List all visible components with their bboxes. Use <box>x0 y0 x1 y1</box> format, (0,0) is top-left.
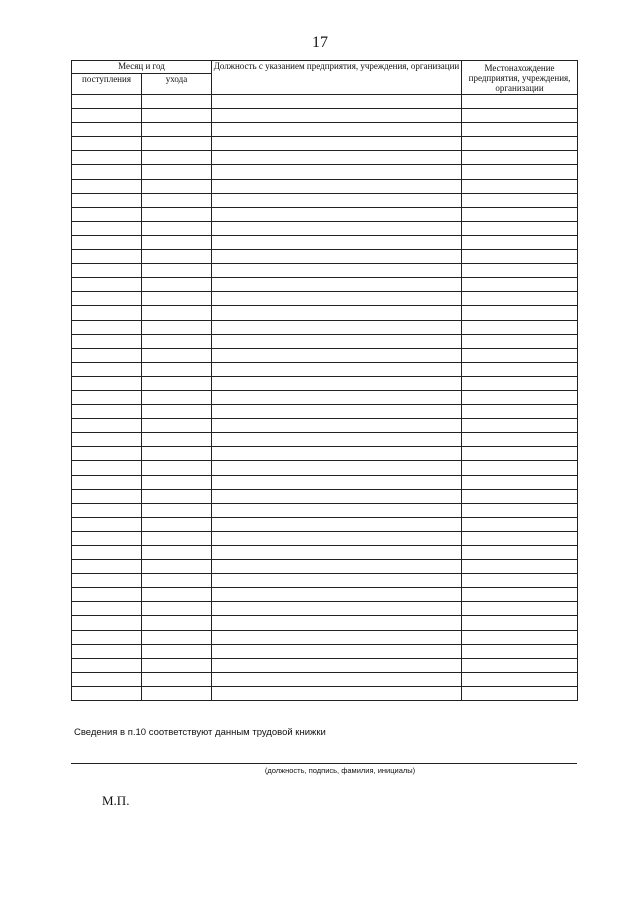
cell-exit <box>142 517 212 531</box>
cell-position <box>212 503 462 517</box>
table-row <box>72 546 578 560</box>
cell-exit <box>142 292 212 306</box>
cell-position <box>212 461 462 475</box>
cell-entry <box>72 461 142 475</box>
table-row <box>72 531 578 545</box>
cell-position <box>212 221 462 235</box>
cell-entry <box>72 658 142 672</box>
cell-location <box>462 390 578 404</box>
cell-entry <box>72 475 142 489</box>
cell-location <box>462 686 578 700</box>
table-row <box>72 588 578 602</box>
cell-position <box>212 151 462 165</box>
cell-location <box>462 588 578 602</box>
cell-exit <box>142 672 212 686</box>
cell-entry <box>72 686 142 700</box>
cell-entry <box>72 588 142 602</box>
cell-exit <box>142 447 212 461</box>
cell-entry <box>72 348 142 362</box>
cell-entry <box>72 517 142 531</box>
header-position: Должность с указанием предприятия, учреждения, организации <box>212 61 462 95</box>
cell-location <box>462 292 578 306</box>
cell-entry <box>72 292 142 306</box>
table-row <box>72 461 578 475</box>
cell-exit <box>142 658 212 672</box>
table-row <box>72 292 578 306</box>
cell-position <box>212 390 462 404</box>
cell-position <box>212 602 462 616</box>
cell-location <box>462 179 578 193</box>
cell-position <box>212 165 462 179</box>
cell-entry <box>72 123 142 137</box>
cell-location <box>462 616 578 630</box>
table-row <box>72 221 578 235</box>
cell-location <box>462 264 578 278</box>
cell-entry <box>72 264 142 278</box>
cell-entry <box>72 489 142 503</box>
table-row <box>72 405 578 419</box>
table-row <box>72 278 578 292</box>
cell-exit <box>142 137 212 151</box>
cell-entry <box>72 546 142 560</box>
cell-location <box>462 672 578 686</box>
cell-exit <box>142 531 212 545</box>
cell-entry <box>72 602 142 616</box>
cell-exit <box>142 123 212 137</box>
cell-location <box>462 348 578 362</box>
cell-location <box>462 644 578 658</box>
cell-entry <box>72 405 142 419</box>
cell-exit <box>142 320 212 334</box>
cell-exit <box>142 419 212 433</box>
cell-position <box>212 278 462 292</box>
cell-entry <box>72 235 142 249</box>
cell-location <box>462 95 578 109</box>
cell-entry <box>72 278 142 292</box>
cell-exit <box>142 95 212 109</box>
table-row <box>72 672 578 686</box>
header-exit: ухода <box>142 74 212 95</box>
table-row <box>72 250 578 264</box>
cell-location <box>462 461 578 475</box>
cell-entry <box>72 630 142 644</box>
cell-position <box>212 348 462 362</box>
cell-position <box>212 405 462 419</box>
page-number: 17 <box>312 34 328 51</box>
cell-entry <box>72 306 142 320</box>
table-row <box>72 109 578 123</box>
table-row <box>72 390 578 404</box>
cell-exit <box>142 616 212 630</box>
cell-exit <box>142 264 212 278</box>
cell-exit <box>142 362 212 376</box>
stamp-placeholder: М.П. <box>102 793 130 808</box>
cell-entry <box>72 193 142 207</box>
table-row <box>72 348 578 362</box>
cell-entry <box>72 616 142 630</box>
cell-entry <box>72 151 142 165</box>
table-row <box>72 517 578 531</box>
cell-position <box>212 306 462 320</box>
cell-exit <box>142 588 212 602</box>
cell-location <box>462 574 578 588</box>
cell-entry <box>72 207 142 221</box>
cell-entry <box>72 390 142 404</box>
cell-exit <box>142 250 212 264</box>
table-header-row <box>72 61 578 74</box>
table-row <box>72 151 578 165</box>
cell-entry <box>72 447 142 461</box>
cell-location <box>462 531 578 545</box>
cell-position <box>212 560 462 574</box>
cell-position <box>212 531 462 545</box>
table-row <box>72 264 578 278</box>
cell-position <box>212 658 462 672</box>
cell-exit <box>142 560 212 574</box>
cell-position <box>212 588 462 602</box>
header-month-year: Месяц и год <box>72 61 212 74</box>
cell-exit <box>142 334 212 348</box>
cell-exit <box>142 235 212 249</box>
cell-position <box>212 334 462 348</box>
cell-exit <box>142 348 212 362</box>
cell-location <box>462 137 578 151</box>
cell-location <box>462 376 578 390</box>
cell-exit <box>142 475 212 489</box>
cell-exit <box>142 221 212 235</box>
header-location: Местонахождение предприятия, учреждения, организации <box>462 61 578 95</box>
cell-position <box>212 376 462 390</box>
cell-position <box>212 292 462 306</box>
table-row <box>72 686 578 700</box>
cell-position <box>212 320 462 334</box>
cell-location <box>462 221 578 235</box>
cell-location <box>462 517 578 531</box>
cell-entry <box>72 109 142 123</box>
cell-exit <box>142 151 212 165</box>
cell-position <box>212 447 462 461</box>
cell-entry <box>72 320 142 334</box>
cell-location <box>462 165 578 179</box>
table-row <box>72 475 578 489</box>
cell-location <box>462 320 578 334</box>
cell-entry <box>72 362 142 376</box>
cell-entry <box>72 503 142 517</box>
table-row <box>72 376 578 390</box>
cell-exit <box>142 574 212 588</box>
cell-entry <box>72 433 142 447</box>
cell-location <box>462 405 578 419</box>
cell-position <box>212 616 462 630</box>
cell-exit <box>142 602 212 616</box>
cell-exit <box>142 165 212 179</box>
cell-location <box>462 489 578 503</box>
cell-exit <box>142 461 212 475</box>
cell-position <box>212 250 462 264</box>
cell-location <box>462 447 578 461</box>
cell-entry <box>72 531 142 545</box>
cell-position <box>212 95 462 109</box>
cell-location <box>462 419 578 433</box>
table-row <box>72 306 578 320</box>
cell-position <box>212 109 462 123</box>
table-row <box>72 334 578 348</box>
cell-position <box>212 123 462 137</box>
cell-location <box>462 630 578 644</box>
cell-position <box>212 179 462 193</box>
signature-line <box>71 763 577 764</box>
table-row <box>72 193 578 207</box>
table-row <box>72 235 578 249</box>
table-row <box>72 362 578 376</box>
cell-exit <box>142 546 212 560</box>
cell-entry <box>72 644 142 658</box>
cell-entry <box>72 419 142 433</box>
cell-location <box>462 306 578 320</box>
header-entry: поступления <box>72 74 142 95</box>
cell-position <box>212 207 462 221</box>
cell-exit <box>142 376 212 390</box>
table-row <box>72 630 578 644</box>
table-row <box>72 644 578 658</box>
cell-entry <box>72 95 142 109</box>
cell-location <box>462 334 578 348</box>
cell-position <box>212 475 462 489</box>
cell-entry <box>72 221 142 235</box>
cell-position <box>212 517 462 531</box>
cell-entry <box>72 137 142 151</box>
table-row <box>72 489 578 503</box>
cell-entry <box>72 376 142 390</box>
cell-location <box>462 546 578 560</box>
cell-position <box>212 489 462 503</box>
cell-exit <box>142 193 212 207</box>
cell-exit <box>142 503 212 517</box>
cell-exit <box>142 278 212 292</box>
cell-exit <box>142 306 212 320</box>
cell-position <box>212 686 462 700</box>
cell-entry <box>72 250 142 264</box>
cell-location <box>462 250 578 264</box>
table-row <box>72 123 578 137</box>
cell-exit <box>142 433 212 447</box>
cell-location <box>462 602 578 616</box>
cell-location <box>462 658 578 672</box>
cell-position <box>212 137 462 151</box>
table-row <box>72 207 578 221</box>
cell-location <box>462 503 578 517</box>
cell-entry <box>72 334 142 348</box>
cell-position <box>212 362 462 376</box>
table-row <box>72 419 578 433</box>
cell-exit <box>142 489 212 503</box>
cell-exit <box>142 630 212 644</box>
cell-entry <box>72 574 142 588</box>
cell-location <box>462 151 578 165</box>
cell-location <box>462 278 578 292</box>
table-row <box>72 320 578 334</box>
cell-entry <box>72 179 142 193</box>
table-row <box>72 503 578 517</box>
cell-position <box>212 546 462 560</box>
cell-exit <box>142 390 212 404</box>
cell-position <box>212 193 462 207</box>
cell-location <box>462 207 578 221</box>
cell-location <box>462 433 578 447</box>
cell-exit <box>142 686 212 700</box>
cell-location <box>462 193 578 207</box>
cell-exit <box>142 207 212 221</box>
table-row <box>72 560 578 574</box>
cell-location <box>462 560 578 574</box>
cell-location <box>462 235 578 249</box>
signature-caption: (должность, подпись, фамилия, инициалы) <box>264 766 416 775</box>
cell-position <box>212 235 462 249</box>
cell-location <box>462 109 578 123</box>
table-row <box>72 658 578 672</box>
cell-exit <box>142 405 212 419</box>
cell-entry <box>72 560 142 574</box>
cell-exit <box>142 179 212 193</box>
table-row <box>72 179 578 193</box>
table-row <box>72 602 578 616</box>
cell-entry <box>72 165 142 179</box>
cell-position <box>212 630 462 644</box>
cell-position <box>212 574 462 588</box>
cell-location <box>462 362 578 376</box>
statement-text: Сведения в п.10 соответствуют данным трудовой книжки <box>74 727 326 738</box>
cell-entry <box>72 672 142 686</box>
table-row <box>72 616 578 630</box>
cell-exit <box>142 109 212 123</box>
cell-exit <box>142 644 212 658</box>
employment-history-table <box>71 60 578 701</box>
cell-position <box>212 264 462 278</box>
cell-position <box>212 433 462 447</box>
cell-position <box>212 672 462 686</box>
cell-location <box>462 475 578 489</box>
table-row <box>72 574 578 588</box>
table-row <box>72 95 578 109</box>
cell-position <box>212 644 462 658</box>
table-row <box>72 447 578 461</box>
table-row <box>72 165 578 179</box>
table-row <box>72 137 578 151</box>
cell-location <box>462 123 578 137</box>
table-row <box>72 433 578 447</box>
cell-position <box>212 419 462 433</box>
